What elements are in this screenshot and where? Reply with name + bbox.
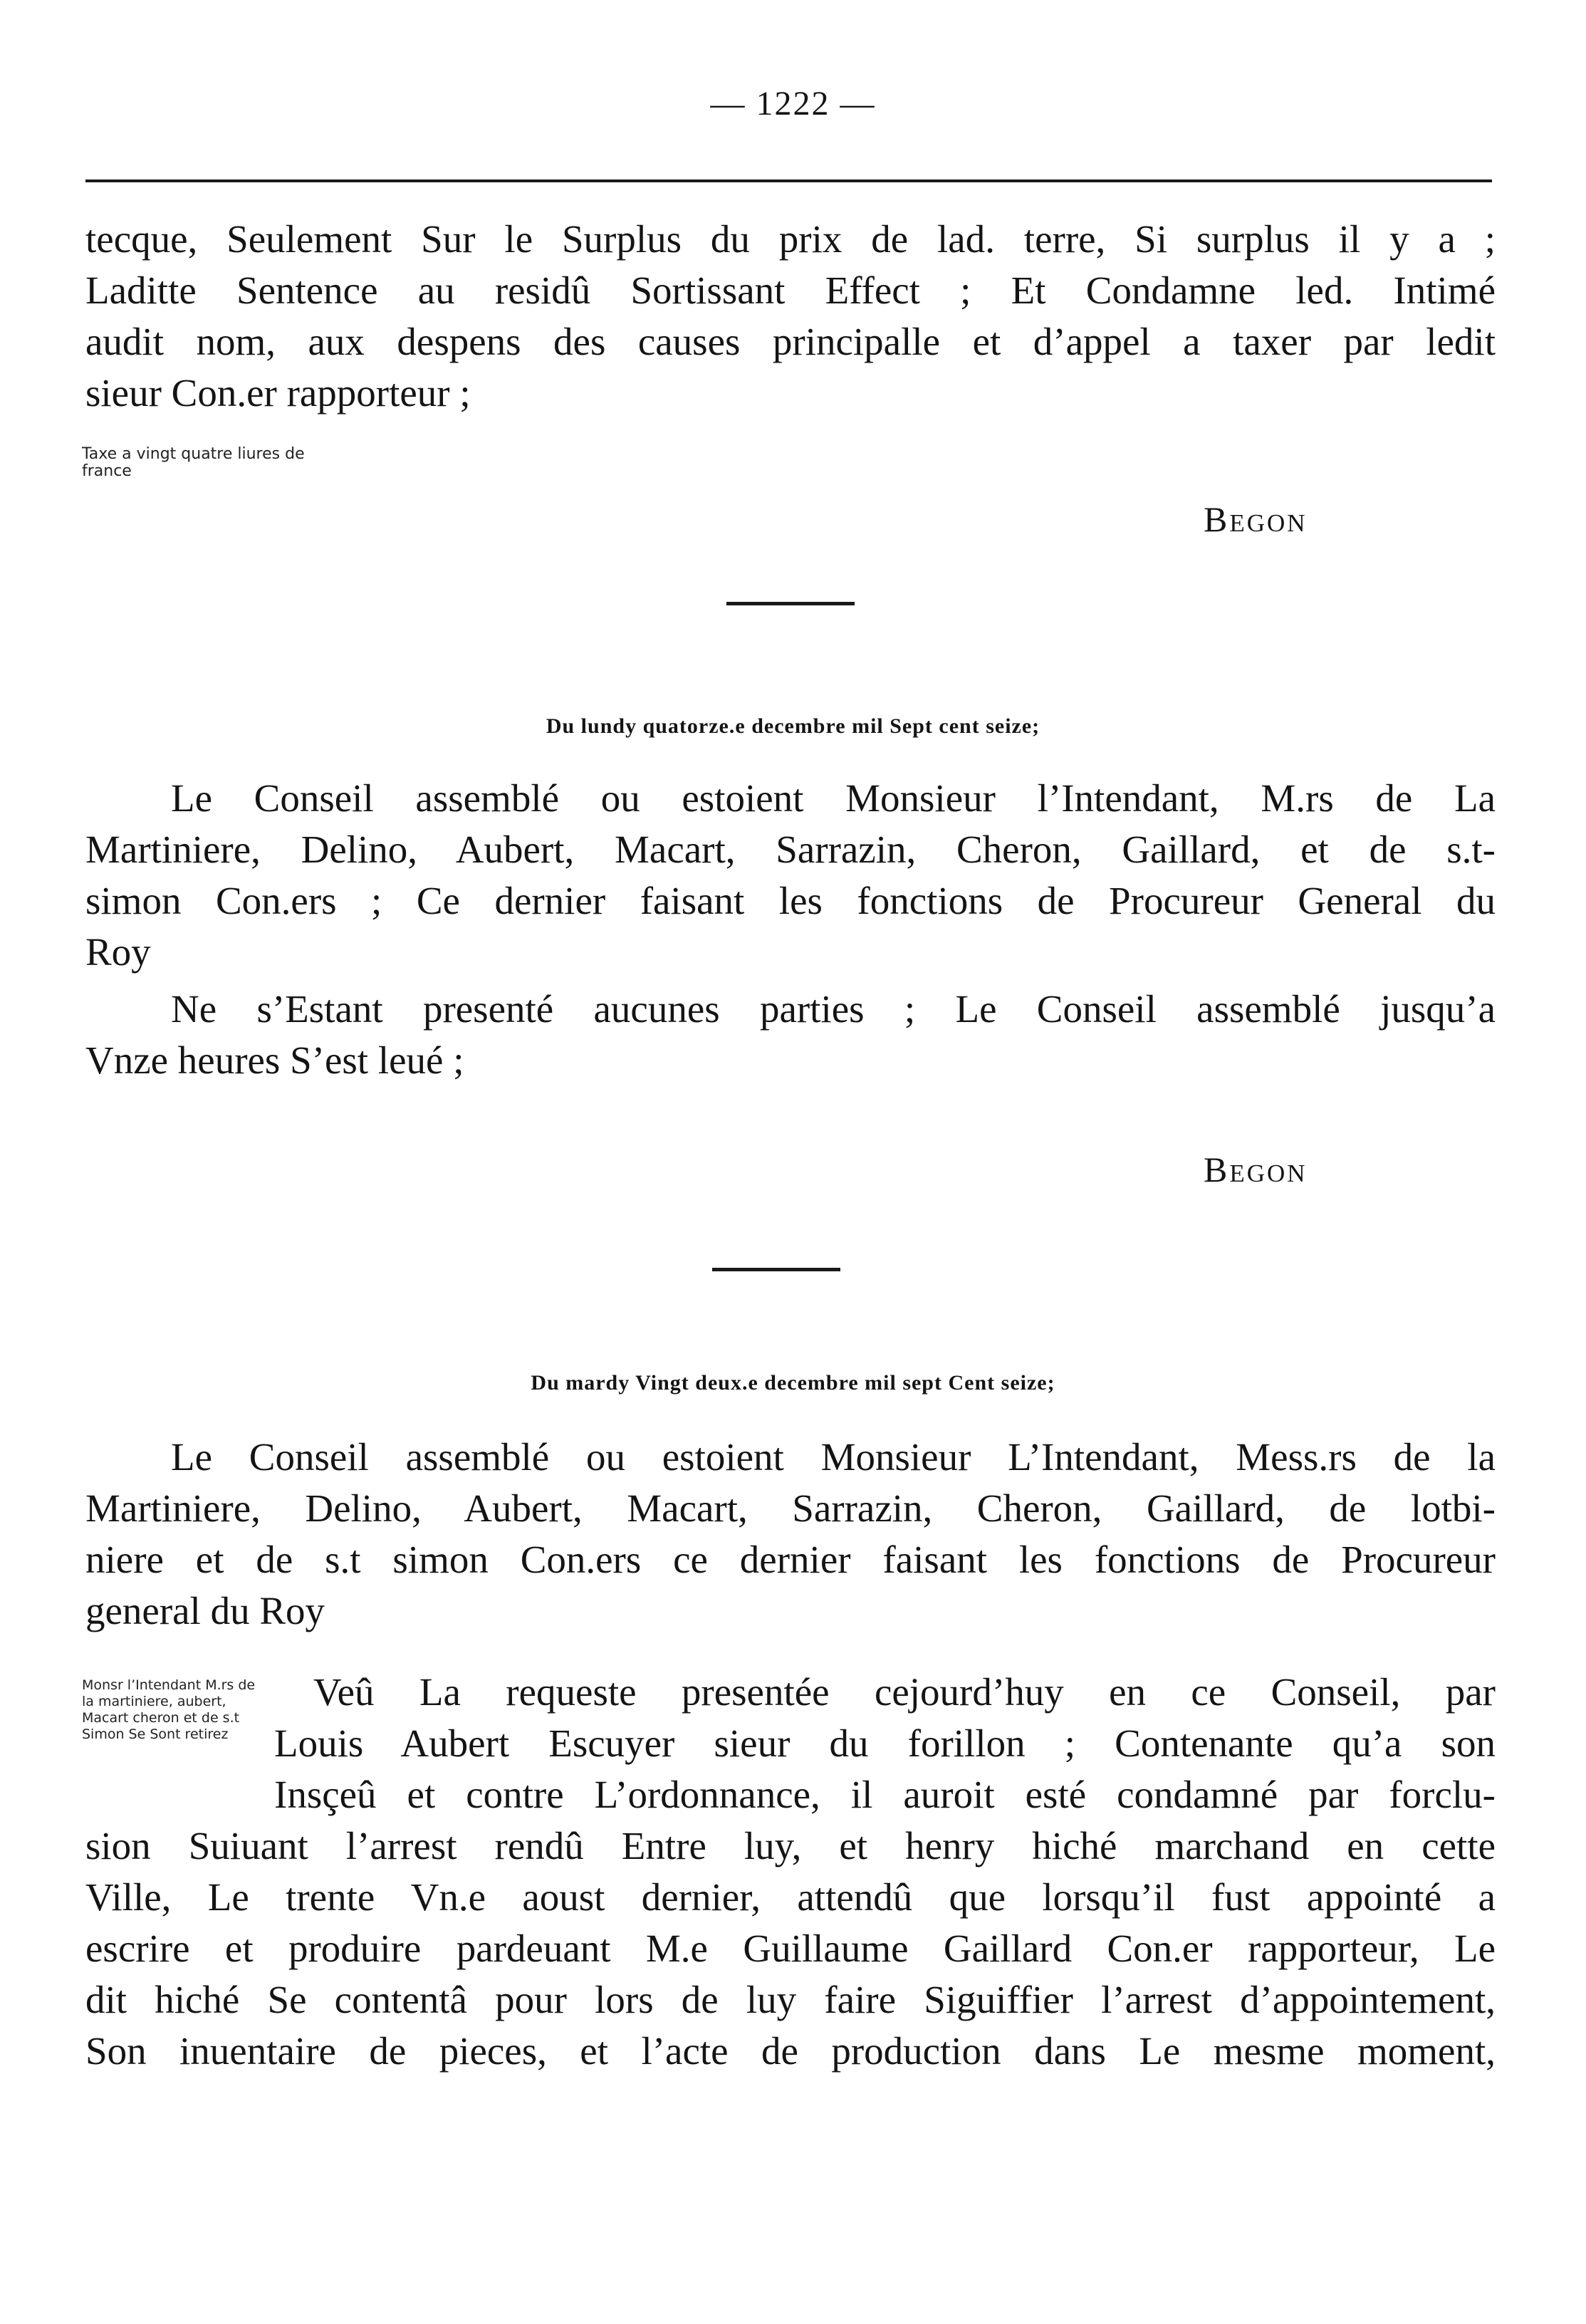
entry-date: Du mardy Vingt deux.e decembre mil sept Cent seize; xyxy=(531,1371,1055,1395)
text-line: Vnze heures S’est leué ; xyxy=(85,1038,464,1082)
page-number: — 1222 — xyxy=(710,85,876,123)
text-line: Le Conseil assemblé ou estoient Monsieur L’Intendant, Mess.rs de la xyxy=(171,1435,1496,1479)
text-line: Insçeû et contre L’ordonnance, il auroit esté condamné par forclu- xyxy=(274,1773,1496,1816)
text-line: niere et de s.t simon Con.ers ce dernier faisant les fonctions de Procureur xyxy=(85,1538,1496,1581)
signature: Begon xyxy=(1204,499,1308,539)
text-line: simon Con.ers ; Ce dernier faisant les fonctions de Procureur General du xyxy=(85,879,1496,922)
text-line: Laditte Sentence au residû Sortissant Effect ; Et Condamne led. Intimé xyxy=(85,269,1496,312)
margin-note: Monsr l’Intendant M.rs de la martiniere, aubert, Macart cheron et de s.t Simon Se Sont retirez xyxy=(82,1677,256,1742)
text-line: general du Roy xyxy=(85,1589,325,1632)
text-line: Martiniere, Delino, Aubert, Macart, Sarrazin, Cheron, Gaillard, de lotbi- xyxy=(85,1486,1496,1530)
text-line: Ville, Le trente Vn.e aoust dernier, attendû que lorsqu’il fust appointé a xyxy=(85,1875,1496,1919)
entry-date: Du lundy quatorze.e decembre mil Sept cent seize; xyxy=(546,714,1040,738)
text-line: Veû La requeste presentée cejourd’huy en ce Conseil, par xyxy=(313,1670,1496,1714)
signature: Begon xyxy=(1204,1150,1308,1189)
text-line: audit nom, aux despens des causes principalle et d’appel a taxer par ledit xyxy=(85,320,1496,363)
text-line: sion Suiuant l’arrest rendû Entre luy, et henry hiché marchand en cette xyxy=(85,1824,1496,1867)
margin-note: Taxe a vingt quatre liures de france xyxy=(82,445,305,480)
header-rule xyxy=(85,179,1492,182)
text-line: dit hiché Se contentâ pour lors de luy faire Siguiffier l’arrest d’appointement, xyxy=(85,1978,1496,2021)
text-line: Roy xyxy=(85,930,151,974)
text-line: Le Conseil assemblé ou estoient Monsieur l’Intendant, M.rs de La xyxy=(171,776,1496,820)
text-line: escrire et produire pardeuant M.e Guillaume Gaillard Con.er rapporteur, Le xyxy=(85,1927,1496,1970)
text-line: Ne s’Estant presenté aucunes parties ; Le Conseil assemblé jusqu’a xyxy=(171,987,1496,1031)
text-line: Son inuentaire de pieces, et l’acte de production dans Le mesme moment, xyxy=(85,2029,1496,2073)
text-line: Martiniere, Delino, Aubert, Macart, Sarrazin, Cheron, Gaillard, et de s.t- xyxy=(85,828,1496,871)
separator-rule xyxy=(726,602,855,605)
text-line: sieur Con.er rapporteur ; xyxy=(85,371,471,415)
text-line: tecque, Seulement Sur le Surplus du prix de lad. terre, Si surplus il y a ; xyxy=(85,217,1496,261)
separator-rule xyxy=(712,1268,840,1271)
text-line: Louis Aubert Escuyer sieur du forillon ; Contenante qu’a son xyxy=(274,1721,1496,1765)
